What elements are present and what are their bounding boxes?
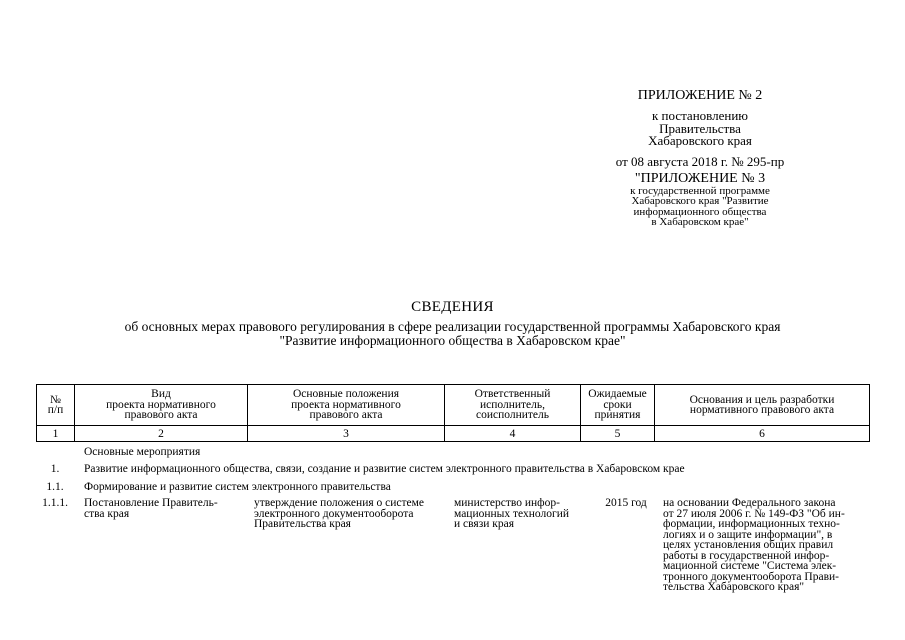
header-text: Основные положения — [292, 388, 400, 401]
header-text: проекта нормативного — [106, 398, 216, 411]
header-text: Ответственный — [474, 388, 551, 401]
subtitle-line: об основных мерах правового регулирования в сфере реализации государственной программы Хабаровского края — [124, 319, 781, 334]
table-header-row — [37, 385, 870, 426]
inner-annex-line: в Хабаровском крае" — [651, 216, 749, 228]
basis-cell — [663, 498, 873, 593]
cell-line: мационных технологий — [454, 507, 570, 520]
annex-line: Хабаровского края — [648, 133, 752, 148]
header-deadline — [581, 385, 655, 426]
subtitle-line: "Развитие информационного общества в Хабаровском крае" — [279, 332, 626, 348]
index-cell: 2 — [75, 426, 248, 442]
header-text: проекта нормативного — [291, 398, 401, 411]
header-text: нормативного правового акта — [689, 404, 835, 416]
cell-line: тельства Хабаровского края" — [663, 581, 805, 593]
index-cell: 6 — [655, 426, 870, 442]
table-row — [36, 462, 869, 476]
header-basis — [655, 385, 870, 426]
index-cell: 4 — [445, 426, 581, 442]
cell-line: логиях и о защите информации", в — [663, 528, 833, 541]
row-number: 1.1.1. — [42, 497, 68, 509]
section-heading-row — [36, 445, 869, 459]
document-subtitle — [0, 320, 905, 347]
header-text: соисполнитель — [475, 409, 550, 422]
header-text: правового акта — [309, 409, 383, 422]
cell-line: министерство инфор- — [454, 497, 560, 509]
header-act-type — [75, 385, 248, 426]
header-text: Основания и цель разработки — [689, 393, 835, 406]
header-text: правового акта — [124, 409, 198, 422]
inner-annex-line: к государственной программе — [630, 184, 770, 197]
annex-line: Правительства — [659, 120, 741, 136]
row-number: 1.1. — [46, 481, 64, 493]
inner-annex-title: "ПРИЛОЖЕНИЕ № 3 — [634, 170, 766, 186]
measures-table-header — [36, 384, 870, 442]
table-index-row — [37, 426, 870, 442]
act-type-cell — [84, 498, 244, 519]
row-number: 1. — [50, 463, 60, 475]
section-heading: Основные мероприятия — [84, 446, 201, 458]
cell-line: электронного документооборота — [254, 507, 414, 520]
row-text: Формирование и развитие систем электронного правительства — [84, 481, 391, 493]
header-text: № — [50, 393, 61, 406]
index-cell: 3 — [248, 426, 445, 442]
header-text: сроки — [603, 398, 632, 411]
cell-line: формации, информационных техно- — [663, 518, 840, 530]
provisions-cell — [254, 498, 444, 530]
header-text: принятия — [594, 409, 641, 422]
index-cell: 5 — [581, 426, 655, 442]
cell-line: мационной системе "Система элек- — [663, 560, 837, 572]
cell-line: ства края — [84, 507, 130, 520]
cell-line: на основании Федерального закона — [663, 497, 836, 509]
cell-line: Постановление Правитель- — [84, 497, 218, 509]
cell-line: тронного документооборота Прави- — [663, 570, 839, 583]
annex-title: ПРИЛОЖЕНИЕ № 2 — [637, 88, 763, 103]
inner-annex-line: информационного общества — [633, 205, 767, 218]
cell-line: Правительства края — [254, 518, 351, 530]
executor-cell — [454, 498, 584, 530]
inner-annex-line: Хабаровского края "Развитие — [631, 195, 769, 207]
cell-line: целях установления общих правил — [663, 539, 834, 551]
header-number — [37, 385, 75, 426]
header-executor — [445, 385, 581, 426]
annex-date: от 08 августа 2018 г. № 295-пр — [615, 153, 785, 169]
cell-line: и связи края — [454, 518, 515, 530]
header-text: п/п — [47, 404, 64, 416]
table-row — [36, 480, 869, 494]
annex-header — [580, 88, 820, 228]
cell-line: работы в государственной инфор- — [663, 549, 830, 562]
deadline-cell: 2015 год — [605, 497, 647, 509]
row-text: Развитие информационного общества, связи, создание и развитие систем электронного правительства в Хабаровском крае — [84, 463, 685, 475]
cell-line: утверждение положения о системе — [254, 497, 425, 509]
annex-line: к постановлению — [651, 108, 749, 123]
header-text: Вид — [151, 388, 171, 401]
header-text: Ожидаемые — [588, 388, 647, 401]
index-cell: 1 — [37, 426, 75, 442]
cell-line: от 27 июля 2006 г. № 149-ФЗ "Об ин- — [663, 507, 845, 520]
header-provisions — [248, 385, 445, 426]
header-text: исполнитель, — [479, 398, 546, 411]
document-title: СВЕДЕНИЯ — [411, 299, 494, 315]
